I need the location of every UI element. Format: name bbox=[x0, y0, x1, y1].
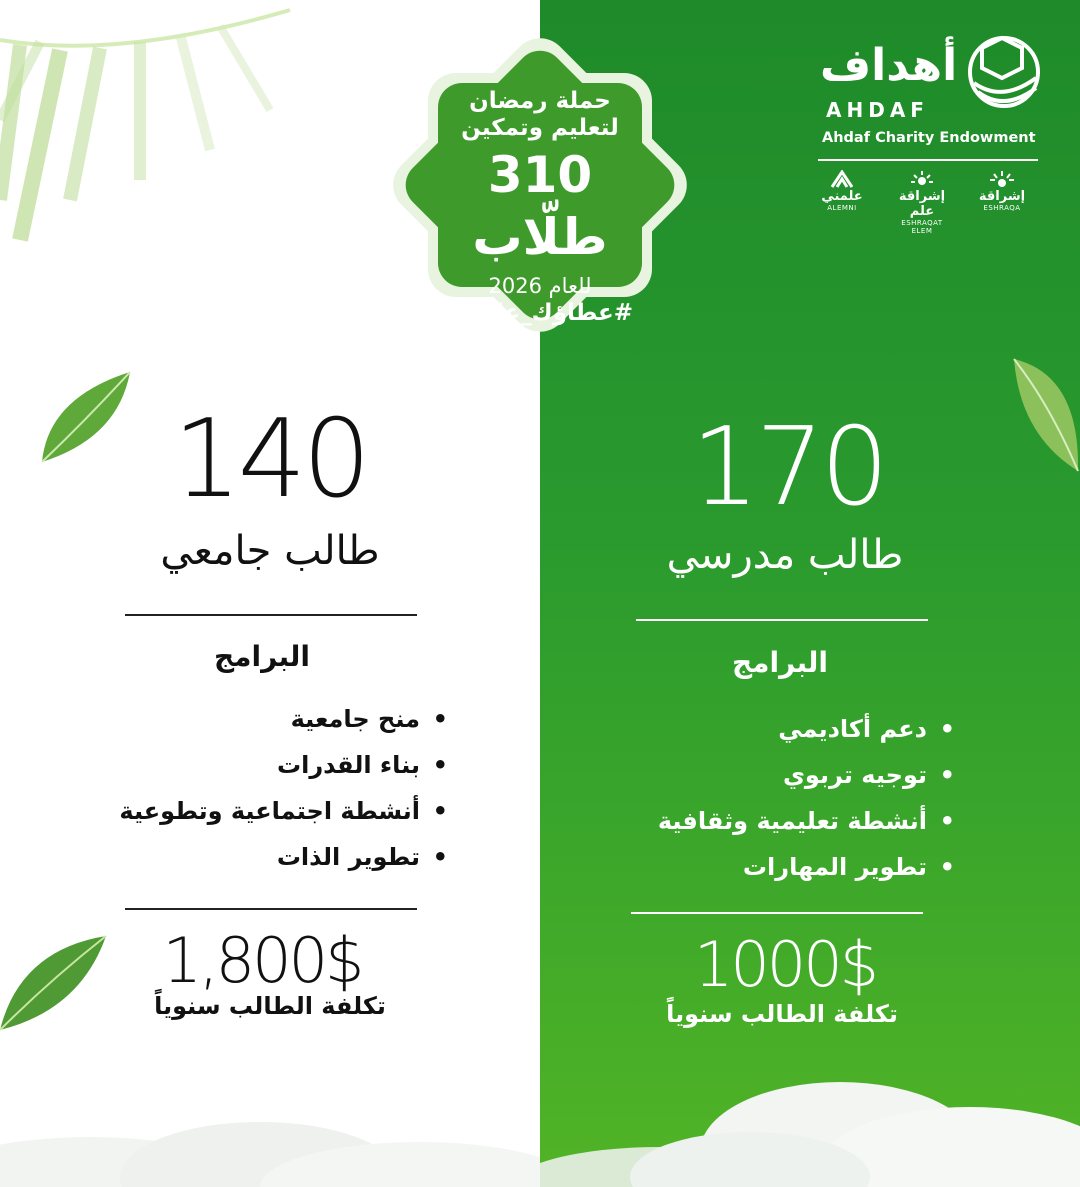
sun-icon bbox=[987, 170, 1017, 188]
sub-brand-en: ESHRAQAT ELEM bbox=[901, 219, 943, 235]
list-item: • توجيه تربوي bbox=[535, 752, 955, 798]
sub-brand-eshraqa bbox=[972, 170, 1032, 212]
list-item: • أنشطة اجتماعية وتطوعية bbox=[28, 788, 448, 834]
list-item: • منح جامعية bbox=[28, 696, 448, 742]
sub-brand-ar: إشراقة bbox=[978, 189, 1026, 204]
campaign-title-line2: لتعليم وتمكين bbox=[461, 115, 619, 141]
cloud-decoration bbox=[0, 1077, 540, 1187]
leaf-decoration bbox=[1010, 355, 1080, 475]
sub-brand-alemni bbox=[812, 170, 872, 212]
sub-brand-ar: إشراقة علم bbox=[898, 189, 946, 219]
list-item: • بناء القدرات bbox=[28, 742, 448, 788]
university-programs-list bbox=[28, 696, 448, 880]
logo-tagline: Ahdaf Charity Endowment bbox=[822, 130, 1036, 146]
list-item: • أنشطة تعليمية وثقافية bbox=[535, 798, 955, 844]
school-programs-list bbox=[535, 706, 955, 890]
sub-brand-en: ESHRAQA bbox=[983, 204, 1021, 212]
school-cost-label: تكلفة الطالب سنوياً bbox=[666, 1000, 898, 1028]
sun-icon bbox=[907, 170, 937, 188]
list-item: • تطوير المهارات bbox=[535, 844, 955, 890]
campaign-total: 310 طلّاب bbox=[472, 146, 608, 266]
list-item: • دعم أكاديمي bbox=[535, 706, 955, 752]
logo-name-ar: أهداف bbox=[820, 40, 958, 91]
university-count: 140 bbox=[172, 397, 368, 522]
divider bbox=[125, 908, 417, 910]
school-count: 170 bbox=[690, 405, 886, 530]
university-programs-title: البرامج bbox=[213, 640, 311, 673]
divider bbox=[636, 619, 928, 621]
ahdaf-emblem-icon bbox=[952, 28, 1042, 118]
university-label: طالب جامعي bbox=[160, 528, 380, 574]
logo-name-en: AHDAF bbox=[826, 98, 929, 122]
logo-divider bbox=[818, 159, 1038, 161]
divider bbox=[631, 912, 923, 914]
palm-leaf-decoration bbox=[0, 0, 300, 260]
school-programs-title: البرامج bbox=[731, 646, 829, 679]
ahdaf-logo bbox=[812, 20, 1042, 235]
sub-brand-en: ALEMNI bbox=[827, 204, 857, 212]
list-item: • تطوير الذات bbox=[28, 834, 448, 880]
campaign-text bbox=[420, 88, 660, 327]
school-label: طالب مدرسي bbox=[666, 532, 904, 578]
campaign-title-line1: حملة رمضان bbox=[469, 88, 611, 114]
sub-brand-ar: علمني bbox=[821, 189, 863, 204]
divider bbox=[125, 614, 417, 616]
university-cost-label: تكلفة الطالب سنوياً bbox=[154, 992, 386, 1020]
sub-brand-eshraqat-elem bbox=[892, 170, 952, 235]
campaign-hashtag: #عطاؤك_علمني bbox=[446, 300, 634, 326]
school-price: 1000$ bbox=[693, 928, 877, 1001]
university-price: 1,800$ bbox=[162, 924, 362, 997]
cloud-decoration bbox=[540, 1057, 1080, 1187]
alemni-icon bbox=[827, 170, 857, 188]
campaign-year: للعام 2026 bbox=[488, 274, 592, 298]
